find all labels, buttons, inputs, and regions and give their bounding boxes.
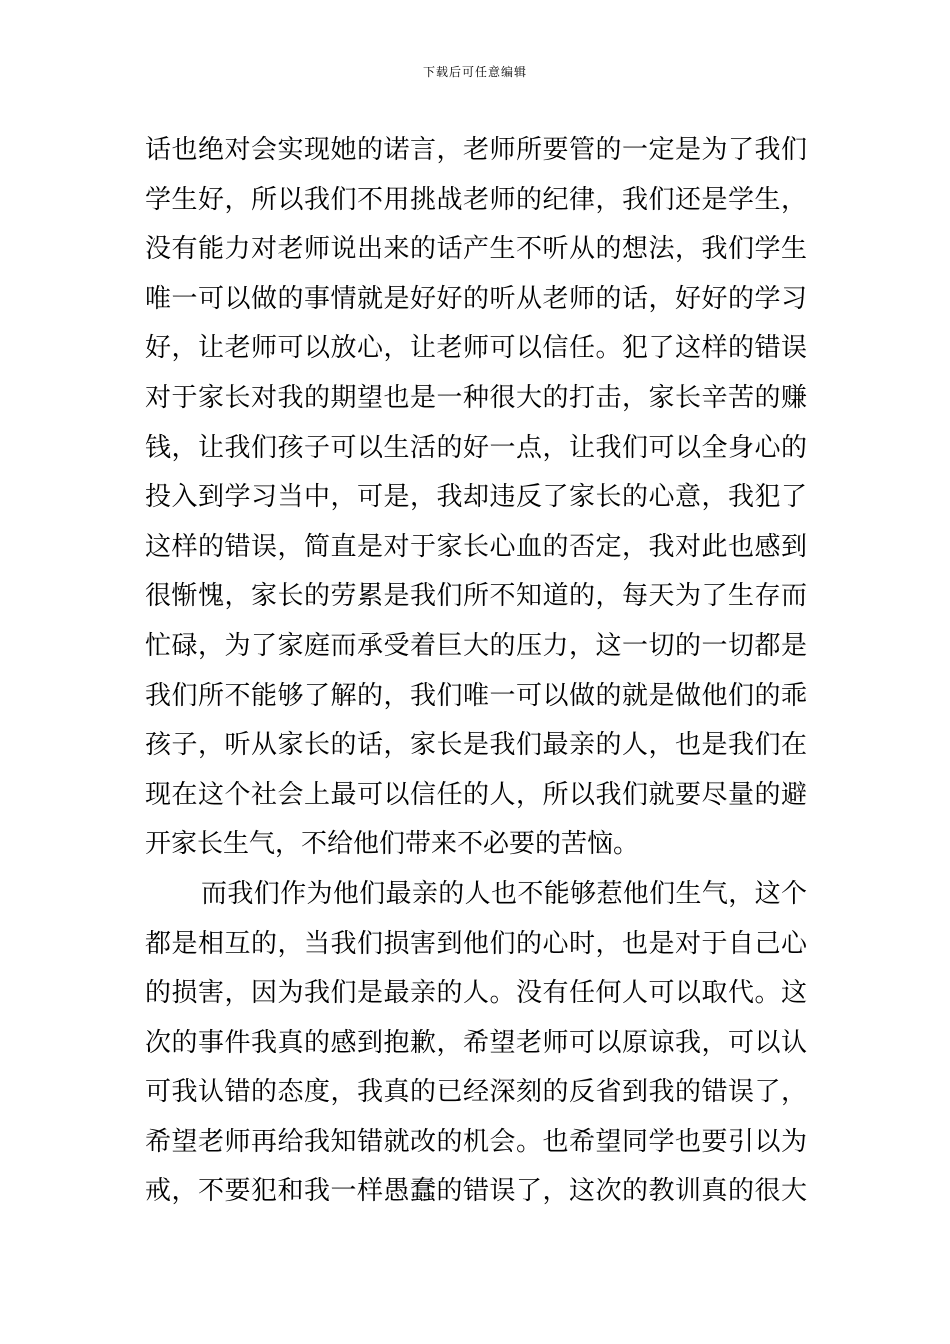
text-line: 话也绝对会实现她的诺言，老师所要管的一定是为了我们	[145, 135, 807, 165]
text-line: 对于家长对我的期望也是一种很大的打击，家长辛苦的赚	[145, 382, 807, 413]
paragraph-end-line: 开家长生气，不给他们带来不必要的苦恼。	[145, 829, 640, 860]
text-line: 孩子，听从家长的话，家长是我们最亲的人，也是我们在	[145, 730, 807, 761]
text-line: 很惭愧，家长的劳累是我们所不知道的，每天为了生存而	[145, 581, 807, 612]
text-line: 没有能力对老师说出来的话产生不听从的想法，我们学生	[145, 234, 807, 265]
text-line: 都是相互的，当我们损害到他们的心时，也是对于自己心	[145, 928, 807, 959]
text-line: 这样的错误，简直是对于家长心血的否定，我对此也感到	[145, 531, 807, 562]
text-line: 现在这个社会上最可以信任的人，所以我们就要尽量的避	[145, 779, 807, 810]
page-header: 下载后可任意编辑	[422, 65, 527, 79]
body-text	[145, 126, 807, 1217]
text-line: 钱，让我们孩子可以生活的好一点，让我们可以全身心的	[145, 432, 807, 463]
text-line: 忙碌，为了家庭而承受着巨大的压力，这一切的一切都是	[145, 630, 807, 661]
text-line: 唯一可以做的事情就是好好的听从老师的话，好好的学习	[145, 283, 807, 314]
text-line: 次的事件我真的感到抱歉，希望老师可以原谅我，可以认	[145, 1027, 807, 1058]
text-line: 可我认错的态度，我真的已经深刻的反省到我的错误了，	[145, 1077, 807, 1108]
text-line: 的损害，因为我们是最亲的人。没有任何人可以取代。这	[145, 978, 807, 1009]
text-line: 投入到学习当中，可是，我却违反了家长的心意，我犯了	[145, 482, 807, 513]
text-line: 希望老师再给我知错就改的机会。也希望同学也要引以为	[145, 1126, 807, 1157]
text-line: 好，让老师可以放心，让老师可以信任。犯了这样的错误	[145, 333, 807, 364]
text-line: 我们所不能够了解的，我们唯一可以做的就是做他们的乖	[145, 680, 807, 711]
text-line: 戒，不要犯和我一样愚蠢的错误了，这次的教训真的很大	[145, 1176, 807, 1207]
paragraph-first-line: 而我们作为他们最亲的人也不能够惹他们生气，这个	[201, 878, 807, 909]
text-line: 学生好，所以我们不用挑战老师的纪律，我们还是学生，	[145, 184, 807, 215]
